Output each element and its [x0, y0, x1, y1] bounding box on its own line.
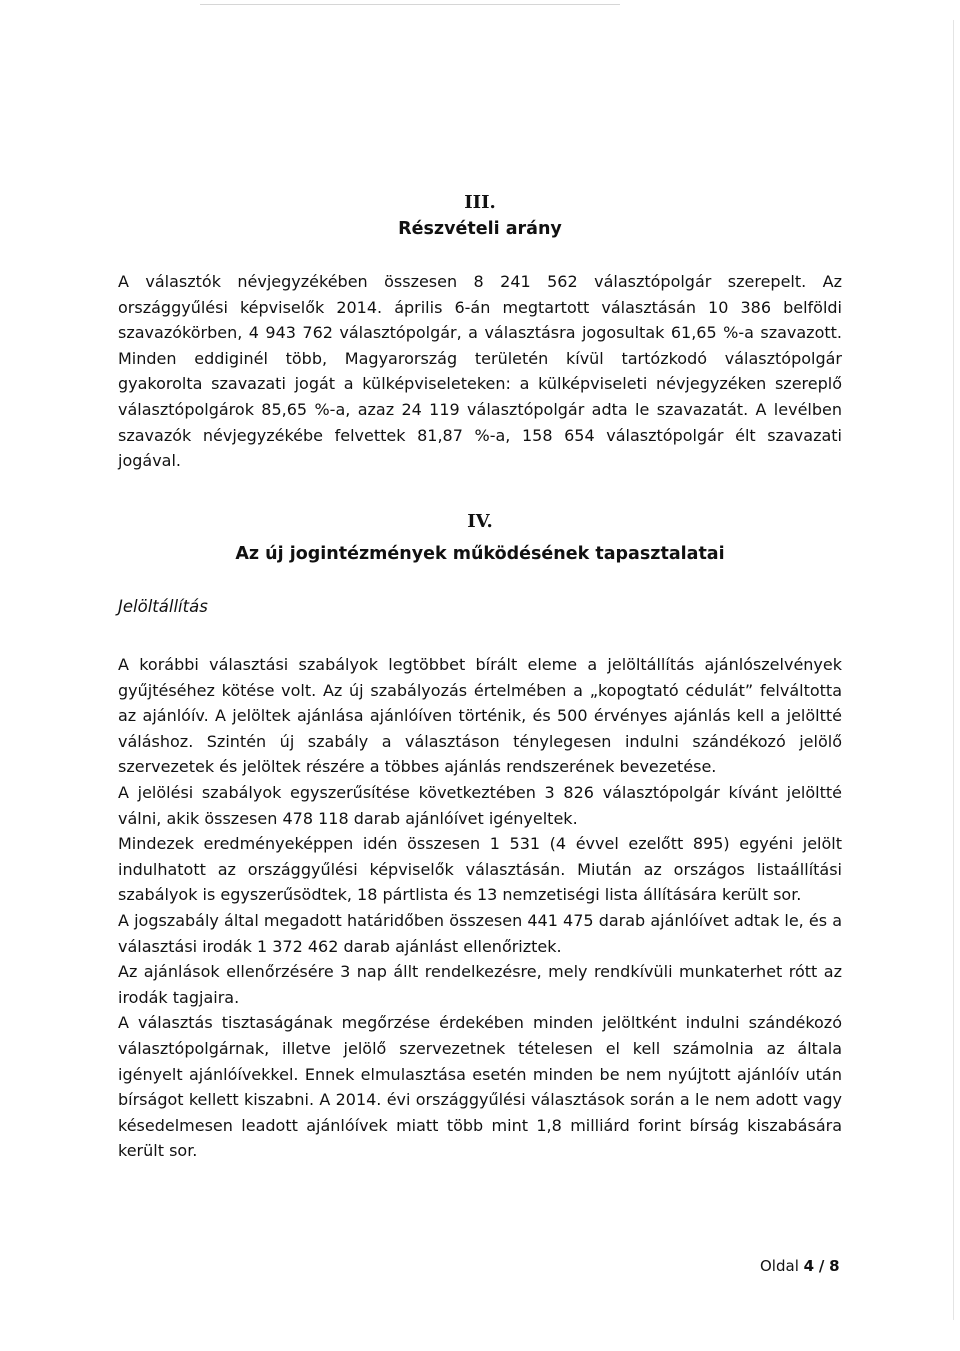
page-total: 8: [829, 1257, 840, 1275]
paragraph: A választás tisztaságának megőrzése érdekében minden jelöltként indulni szándékozó választópolgárnak, illetve jelölő szervezetnek tételesen el kell számolnia az általa igényelt ajánlóívekkel. Ennek elmulasztása esetén minden be nem nyújtott ajánlóív után bírságot kellett kiszabni. A 2014. évi országgyűlési választások során a le nem adott vagy késedelmesen leadott ajánlóívek miatt több mint 1,8 milliárd forint bírság kiszabására került sor.: [118, 1013, 842, 1161]
section-3-body: [118, 269, 842, 474]
section-3-number: III.: [464, 192, 496, 213]
page-label: Oldal: [760, 1257, 799, 1275]
paragraph: A korábbi választási szabályok legtöbbet bírált eleme a jelöltállítás ajánlószelvények gyűjtéséhez kötése volt. Az új szabályozás értelmében a „kopogtató cédulát” felváltotta az ajánlóív. A jelöltek ajánlása ajánlóíven történik, és 500 érvényes ajánlás kell a jelöltté váláshoz. Szintén új szabály a választáson ténylegesen indulni szándékozó jelölő szervezetek és jelöltek részére a többes ajánlás rendszerének bevezetése.: [118, 655, 842, 777]
section-4-number: IV.: [467, 511, 493, 532]
scan-artifact-top: [200, 4, 620, 5]
subheading-candidacy: Jelöltállítás: [118, 597, 208, 616]
scan-artifact-right: [953, 20, 954, 1320]
participation-paragraph: A választók névjegyzékében összesen 8 241 562 választópolgár szerepelt. Az országgyűlési képviselők 2014. április 6-án megtartott választásán 10 386 belföldi szavazókörben, 4 943 762 választópolgár, a választásra jogosultak 61,65 %-a szavazott. Minden eddiginél több, Magyarország területén kívül tartózkodó választópolgár gyakorolta szavazati jogát a külképviseleteken: a külképviseleti névjegyzéken szereplő választópolgárok 85,65 %-a, azaz 24 119 választópolgár adta le szavazatát. A levélben szavazók névjegyzékébe felvettek 81,87 %-a, 158 654 választópolgár élt szavazati jogával.: [118, 272, 842, 471]
page-current: 4: [803, 1257, 815, 1275]
paragraph: A jelölési szabályok egyszerűsítése következtében 3 826 választópolgár kívánt jelöltté válni, akik összesen 478 118 darab ajánlóívet igényeltek.: [118, 782, 842, 828]
section-4-title: Az új jogintézmények működésének tapasztalatai: [235, 544, 725, 564]
paragraph: Az ajánlások ellenőrzésére 3 nap állt rendelkezésre, mely rendkívüli munkaterhet rótt az irodák tagjaira.: [118, 962, 842, 1007]
paragraph: A jogszabály által megadott határidőben összesen 441 475 darab ajánlóívet adtak le, és a választási irodák 1 372 462 darab ajánlást ellenőriztek.: [118, 910, 842, 956]
section-4-body: [118, 652, 842, 1164]
page-number: [760, 1257, 840, 1275]
paragraph: Mindezek eredményeképpen idén összesen 1 531 (4 évvel ezelőtt 895) egyéni jelölt indulhatott az országgyűlési képviselők választásán. Miután az országos listaállítási szabályok is egyszerűsödtek, 18 pártlista és 13 nemzetiségi lista állítására került sor.: [118, 834, 842, 905]
section-3-title: Részvételi arány: [398, 219, 562, 239]
page-separator: /: [818, 1257, 825, 1275]
